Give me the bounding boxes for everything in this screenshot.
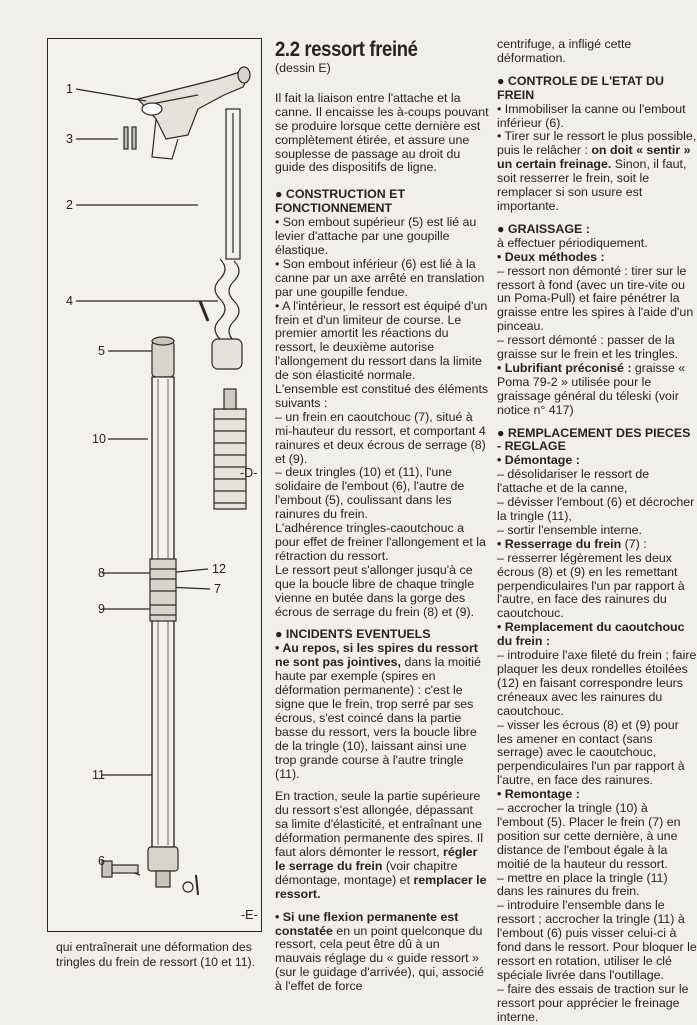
svg-text:-D-: -D- bbox=[240, 466, 258, 480]
svg-text:7: 7 bbox=[214, 582, 221, 596]
graissage-p5-bold: • Lubrifiant préconisé : bbox=[497, 360, 632, 375]
graissage-p2: • Deux méthodes : bbox=[497, 249, 605, 264]
svg-text:6: 6 bbox=[98, 854, 105, 868]
controle-p1: • Immobiliser la canne ou l'embout inférieur (6). bbox=[497, 101, 686, 130]
intro-paragraph: Il fait la liaison entre l'attache et la canne. Il encaisse les à-coups pouvant se produire lorsque cette dernière est complètement étirée, et assure une souplesse de passage au droit du guide des dispositifs de ligne. bbox=[275, 90, 489, 175]
controle-p2-a: • Tirer sur le ressort le plus possible, puis le relâcher : bbox=[497, 129, 697, 158]
incidents-heading: ● INCIDENTS EVENTUELS bbox=[275, 627, 431, 642]
remontage-m1: – accrocher la tringle (10) à l'embout (5). Placer le frein (7) en position sur cette dernière, à une distance de l'embout égale à la moitié de la hauteur du ressort. bbox=[497, 801, 681, 871]
svg-text:2: 2 bbox=[66, 198, 73, 212]
construction-p3: • A l'intérieur, le ressort est équipé d'un frein et d'un limiteur de course. Le premier amortit les réactions du ressort, le deuxième autorise l'allongement du ressort dans la limite de son élasticité normale. bbox=[275, 298, 488, 383]
incidents-p1 bbox=[275, 642, 489, 781]
controle-p2-b: on doit « sentir » un certain freinage. bbox=[497, 143, 691, 172]
construction-p1: • Son embout supérieur (5) est lié au levier d'attache par une goupille élastique. bbox=[275, 215, 477, 257]
svg-text:12: 12 bbox=[212, 562, 226, 576]
incidents-p2-b: régler le serrage du frein bbox=[275, 845, 478, 873]
incidents-p2-c: (voir chapitre démontage, montage) et bbox=[275, 858, 458, 887]
incidents-p1-rest: dans la moitié haute par exemple (spires en déformation permanente) : c'est le signe que le frein, trop serré par ses écrous, s'est coincé dans la partie basse du ressort, vers la boucle libre de la tringle (10), laissant ainsi une trop grande course à l'autre tringle (11). bbox=[275, 655, 481, 781]
svg-text:10: 10 bbox=[92, 432, 106, 446]
svg-text:9: 9 bbox=[98, 602, 105, 616]
figure-caption: qui entraînerait une déformation des tringles du frein de ressort (10 et 11). bbox=[56, 940, 255, 969]
construction-p4: L'ensemble est constitué des éléments suivants : bbox=[275, 382, 489, 410]
section-subtitle: (dessin E) bbox=[275, 61, 331, 75]
demontage-d2: – dévisser l'embout (6) et décrocher la tringle (11), bbox=[497, 495, 695, 523]
resserrage-rest: (7) : bbox=[621, 536, 647, 551]
incidents-p2-d: remplacer le ressort. bbox=[275, 872, 487, 901]
controle-p2 bbox=[497, 130, 697, 213]
incidents-p3-bold: • Si une flexion permanente est constatée bbox=[275, 909, 459, 938]
continuation-text: centrifuge, a infligé cette déformation. bbox=[497, 38, 632, 65]
caoutchouc-heading: • Remplacement du caoutchouc du frein : bbox=[497, 620, 685, 649]
caoutchouc-c1: – introduire l'axe fileté du frein ; faire plaquer les deux rondelles étoilées (12) en faisant correspondre leurs créneaux avec les rainures du caoutchouc. bbox=[497, 648, 697, 718]
svg-text:-E-: -E- bbox=[241, 908, 258, 922]
svg-text:8: 8 bbox=[98, 566, 105, 580]
svg-text:3: 3 bbox=[66, 132, 73, 146]
construction-p2: • Son embout inférieur (6) est lié à la canne par un axe arrêté en translation par une goupille fendue. bbox=[275, 256, 485, 299]
graissage-p3: – ressort non démonté : tirer sur le ressort à fond (avec un tire-vite ou un Poma-Pull) et faire pénétrer la graisse entre les spires à l'aide d'un pinceau. bbox=[497, 263, 694, 334]
incidents-p2 bbox=[275, 790, 489, 901]
technical-drawing bbox=[47, 38, 262, 932]
section-title: 2.2 ressort freiné bbox=[275, 38, 418, 61]
controle-p2-c: Sinon, il faut, soit resserrer le frein, soit le remplacer si son usure est importante. bbox=[497, 157, 687, 213]
resserrage-bold: • Resserrage du frein bbox=[497, 536, 622, 551]
remontage-heading: • Remontage : bbox=[497, 787, 580, 802]
right-column bbox=[497, 38, 697, 1025]
caoutchouc-c2: – visser les écrous (8) et (9) pour les amener en contact (sans serrage) avec le caoutchouc, perpendiculaires l'un par rapport à l'autre, en face des rainures. bbox=[497, 717, 685, 788]
construction-p6: – deux tringles (10) et (11), l'une solidaire de l'embout (6), l'autre de l'embout (5), coulissant dans les rainures du frein. bbox=[275, 465, 465, 522]
graissage-p5 bbox=[497, 362, 697, 418]
svg-text:5: 5 bbox=[98, 344, 105, 358]
remontage-m2: – mettre en place la tringle (11) dans les rainures du frein. bbox=[497, 870, 668, 899]
construction-heading: ● CONSTRUCTION ET FONCTIONNEMENT bbox=[275, 187, 406, 216]
middle-column bbox=[275, 38, 489, 994]
remontage-m4: – faire des essais de traction sur le ressort pour apprécier le freinage interne. bbox=[497, 981, 689, 1024]
incidents-p1-bold: • Au repos, si les spires du ressort ne sont pas jointives, bbox=[275, 641, 478, 670]
demontage-heading: • Démontage : bbox=[497, 453, 580, 468]
graissage-p5-rest: graisse « Poma 79-2 » utilisée pour le graissage général du téleski (voir notice n° 417) bbox=[497, 360, 686, 417]
svg-text:11: 11 bbox=[92, 768, 105, 782]
controle-heading: ● CONTROLE DE L'ETAT DU FREIN bbox=[497, 73, 664, 102]
remplacement-heading: ● REMPLACEMENT DES PIECES - REGLAGE bbox=[497, 425, 691, 454]
demontage-d1: – désolidariser le ressort de l'attache et de la canne, bbox=[497, 467, 650, 496]
remontage-m3: – introduire l'ensemble dans le ressort ; accrocher la tringle (11) à l'embout (6) puis visser celui-ci à fond dans le ressort. Pour bloquer le ressort en rotation, utiliser le clé spéciale livrée dans l'outillage. bbox=[497, 898, 697, 982]
resserrage-heading bbox=[497, 538, 697, 552]
graissage-p1: à effectuer périodiquement. bbox=[497, 235, 648, 250]
graissage-heading: ● GRAISSAGE : bbox=[497, 221, 590, 236]
resserrage-r1: – resserrer légèrement les deux écrous (8) et (9) en les remettant perpendiculaires l'un par rapport à l'autre, en face des rainures du caoutchouc. bbox=[497, 550, 685, 621]
spring-drawing-svg bbox=[48, 39, 263, 933]
graissage-p4: – ressort démonté : passer de la graisse sur le frein et les tringles. bbox=[497, 333, 679, 362]
construction-p5: – un frein en caoutchouc (7), situé à mi-hauteur du ressort, et comportant 4 rainures et deux écrous de serrage (8) et (9). bbox=[275, 409, 486, 466]
svg-text:1: 1 bbox=[66, 82, 73, 96]
incidents-p2-a: En traction, seule la partie supérieure du ressort s'est allongée, dépassant sa limite d'élasticité, et entraînant une déformation permanente des spires. Il faut alors démonter le ressort, bbox=[275, 789, 483, 860]
svg-text:4: 4 bbox=[66, 294, 73, 308]
construction-p7: L'adhérence tringles-caoutchouc a pour effet de freiner l'allongement et la rétraction du ressort. bbox=[275, 521, 486, 563]
incidents-p3 bbox=[275, 911, 489, 994]
incidents-p3-rest: en un point quelconque du ressort, cela peut être dû à un mauvais réglage du « guide ressort » (sur le guidage d'arrivée), qui, associé à l'effet de force bbox=[275, 923, 484, 994]
demontage-d3: – sortir l'ensemble interne. bbox=[497, 522, 642, 537]
construction-p8: Le ressort peut s'allonger jusqu'à ce que la boucle libre de chaque tringle vienne en butée dans la gorge des écrous de serrage du frein (8) et (9). bbox=[275, 562, 475, 619]
